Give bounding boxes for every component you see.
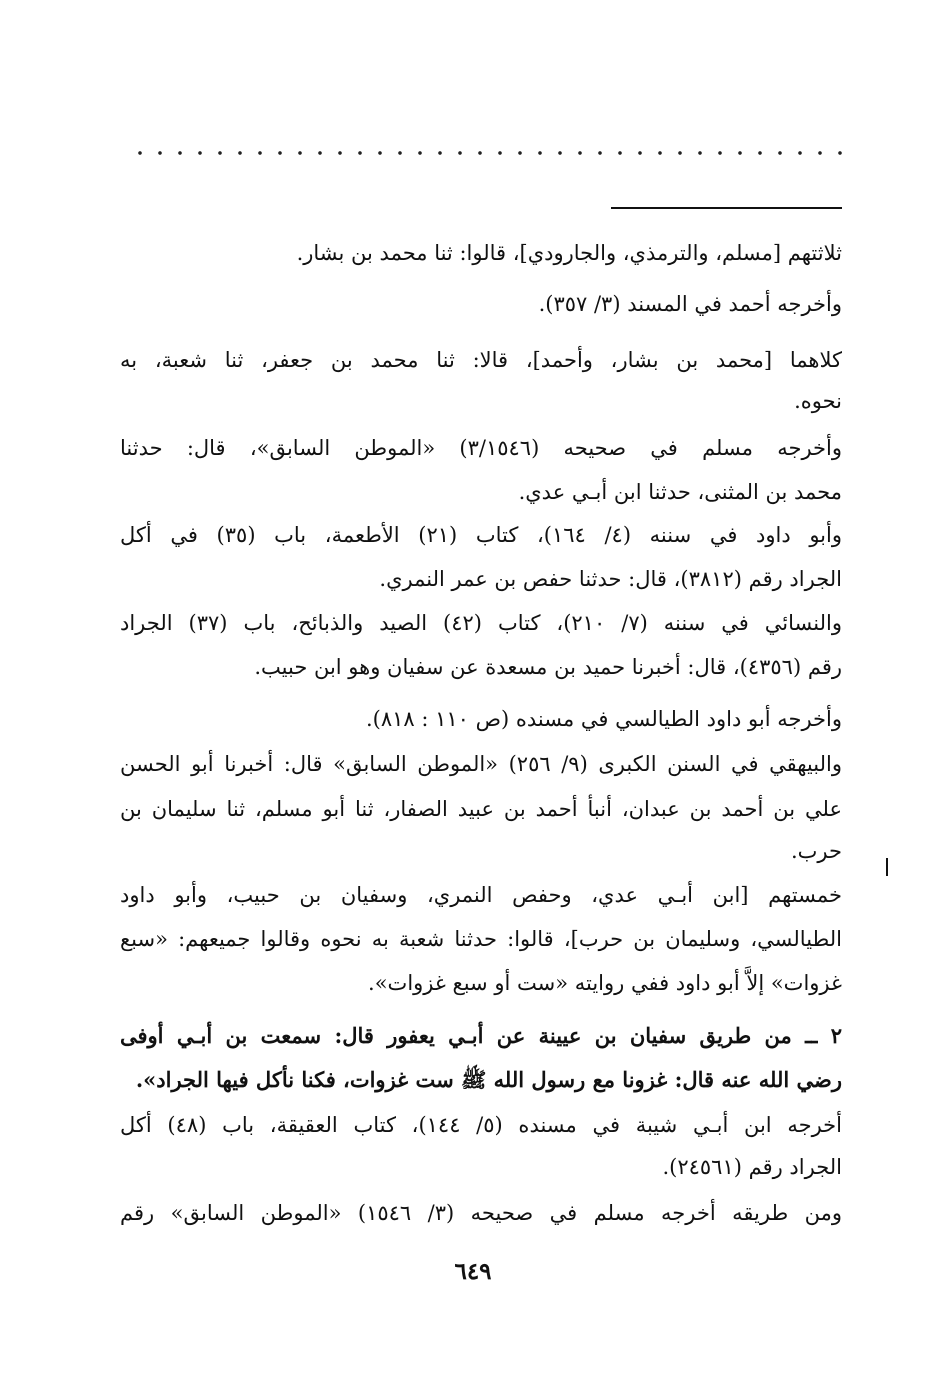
text-line-1: ثلاثتهم [مسلم، والترمذي، والجارودي]، قالوا: ثنا محمد بن بشار.: [296, 241, 842, 265]
text-line-14: حرب.: [790, 839, 842, 863]
text-line-4: نحوه.: [794, 389, 842, 413]
margin-mark: [886, 858, 888, 876]
text-line-17: غزوات» إلاَّ أبو داود ففي روايته «ست أو سبع غزوات».: [368, 971, 842, 995]
text-line-8: الجراد رقم (٣٨١٢)، قال: حدثنا حفص بن عمر النمري.: [379, 567, 842, 591]
text-line-9: والنسائي في سننه (٧/ ٢١٠)، كتاب (٤٢) الصيد والذبائح، باب (٣٧) الجراد: [120, 611, 842, 635]
page-number: ٦٤٩: [454, 1258, 492, 1285]
dotted-separator: [130, 150, 842, 156]
text-line-16: الطيالسي، وسليمان بن حرب]، قالوا: حدثنا شعبة به نحوه وقالوا جميعهم: «سبع: [120, 927, 842, 951]
text-line-13: علي بن أحمد بن عبدان، أنبأ أحمد بن عبيد الصفار، ثنا أبو مسلم، ثنا سليمان بن: [120, 797, 842, 821]
text-line-11: وأخرجه أبو داود الطيالسي في مسنده (ص ١١٠ : ٨١٨).: [365, 707, 842, 731]
text-line-12: والبيهقي في السنن الكبرى (٩/ ٢٥٦) «الموطن السابق» قال: أخبرنا أبو الحسن: [120, 752, 842, 776]
footnote-rule: [611, 207, 842, 209]
text-line-18: ٢ ــ من طريق سفيان بن عيينة عن أبـي يعفور قال: سمعت بن أبـي أوفى: [120, 1023, 842, 1048]
text-line-15: خمستهم [ابن أبـي عدي، وحفص النمري، وسفيان بن حبيب، وأبو داود: [120, 883, 842, 907]
text-line-2: وأخرجه أحمد في المسند (٣/ ٣٥٧).: [538, 292, 842, 316]
text-line-3: كلاهما [محمد بن بشار، وأحمد]، قالا: ثنا محمد بن جعفر، ثنا شعبة، به: [120, 348, 842, 372]
text-line-5: وأخرجه مسلم في صحيحه (٣/١٥٤٦) «الموطن السابق»، قال: حدثنا: [120, 436, 842, 460]
text-line-10: رقم (٤٣٥٦)، قال: أخبرنا حميد بن مسعدة عن سفيان وهو ابن حبيب.: [254, 655, 842, 679]
text-line-6: محمد بن المثنى، حدثنا ابن أبـي عدي.: [518, 480, 842, 504]
text-line-7: وأبو داود في سننه (٤/ ١٦٤)، كتاب (٢١) الأطعمة، باب (٣٥) في أكل: [120, 523, 842, 547]
text-line-22: ومن طريقه أخرجه مسلم في صحيحه (٣/ ١٥٤٦) «الموطن السابق» رقم: [120, 1201, 842, 1225]
text-line-21: الجراد رقم (٢٤٥٦١).: [662, 1155, 842, 1179]
text-line-20: أخرجه ابن أبـي شيبة في مسنده (٥/ ١٤٤)، كتاب العقيقة، باب (٤٨) أكل: [120, 1113, 842, 1137]
text-line-19: رضي الله عنه قال: غزونا مع رسول الله ﷺ ست غزوات، فكنا نأكل فيها الجراد».: [135, 1067, 842, 1092]
